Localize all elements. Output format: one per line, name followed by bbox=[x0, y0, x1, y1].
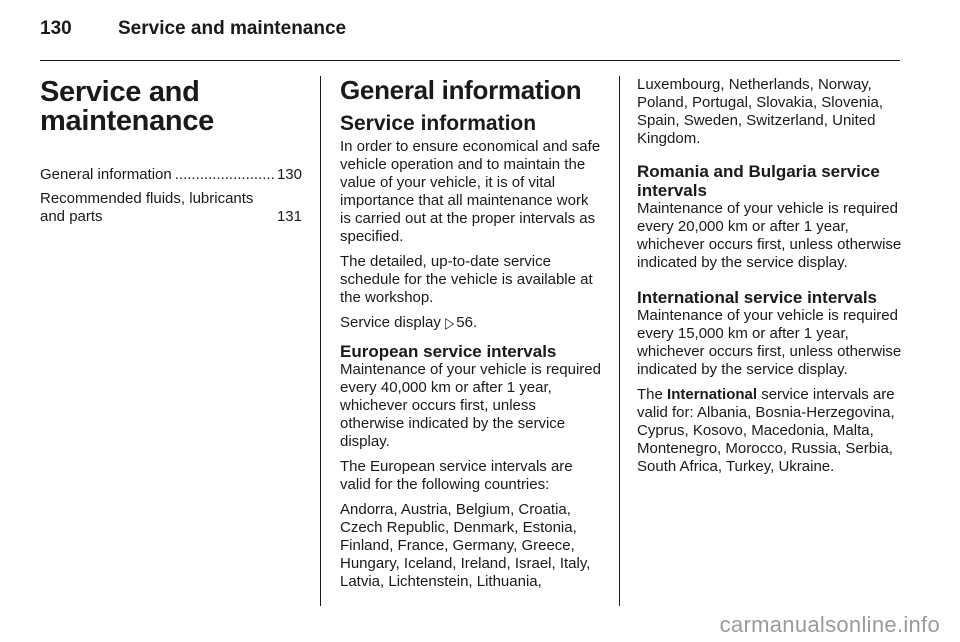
subsection-heading: International service intervals bbox=[637, 288, 877, 307]
cross-reference[interactable]: Service display ▷ 56. bbox=[340, 314, 602, 332]
toc-entry-general[interactable] bbox=[40, 166, 302, 184]
toc-label: Recommended fluids, lubricants and parts bbox=[40, 190, 254, 225]
toc-leader bbox=[175, 166, 274, 184]
page-header bbox=[40, 18, 346, 40]
toc-label: General information bbox=[40, 166, 172, 183]
paragraph: Maintenance of your vehicle is required every 20,000 km or after 1 year, whichever occurs first, unless otherwise indicated by the service display. bbox=[637, 200, 902, 271]
toc-page: 131 bbox=[276, 208, 302, 225]
subsection-heading: European service intervals bbox=[340, 342, 557, 361]
toc-page: 130 bbox=[276, 166, 302, 183]
column-1 bbox=[40, 70, 302, 232]
subsection-heading: Service information bbox=[340, 112, 537, 135]
paragraph: The International service intervals are valid for: Albania, Bosnia-Herzegovina, Cyprus, Kosovo, Macedonia, Malta, Montenegro, Morocco, Russia, Serbia, South Africa, Turkey, Ukraine. bbox=[637, 386, 895, 475]
paragraph: In order to ensure economical and safe vehicle operation and to maintain the value of your vehicle, it is of vital importance that all maintenance work is carried out at the proper intervals as specified. bbox=[340, 138, 601, 245]
watermark: carmanualsonline.info bbox=[719, 612, 940, 637]
column-2 bbox=[340, 70, 602, 598]
column-divider bbox=[619, 76, 620, 606]
paragraph: Andorra, Austria, Belgium, Croatia, Czech Republic, Denmark, Estonia, Finland, France, Germany, Greece, Hungary, Iceland, Ireland, Israel, Italy, Latvia, Lichtenstein, Lithuania, bbox=[340, 501, 591, 590]
emphasis: International bbox=[667, 386, 758, 403]
column-divider bbox=[320, 76, 321, 606]
page-number: 130 bbox=[40, 18, 72, 39]
subsection-heading: Romania and Bulgaria service intervals bbox=[637, 162, 880, 200]
triangle-right-icon: ▷ bbox=[445, 313, 455, 333]
header-rule bbox=[40, 60, 900, 61]
chapter-title: Service and maintenance bbox=[40, 76, 214, 137]
paragraph: The European service intervals are valid for the following countries: bbox=[340, 458, 573, 493]
column-3 bbox=[637, 76, 902, 483]
running-title: Service and maintenance bbox=[118, 18, 347, 39]
paragraph: Maintenance of your vehicle is required every 40,000 km or after 1 year, whichever occurs first, unless otherwise indicated by the service display. bbox=[340, 361, 601, 450]
section-heading: General information bbox=[340, 75, 582, 105]
toc-entry-fluids[interactable] bbox=[40, 190, 302, 226]
paragraph: Luxembourg, Netherlands, Norway, Poland, Portugal, Slovakia, Slovenia, Spain, Sweden, Switzerland, United Kingdom. bbox=[637, 76, 883, 147]
paragraph: The detailed, up-to-date service schedule for the vehicle is available at the workshop. bbox=[340, 253, 593, 306]
paragraph: Maintenance of your vehicle is required every 15,000 km or after 1 year, whichever occurs first, unless otherwise indicated by the service display. bbox=[637, 307, 902, 378]
